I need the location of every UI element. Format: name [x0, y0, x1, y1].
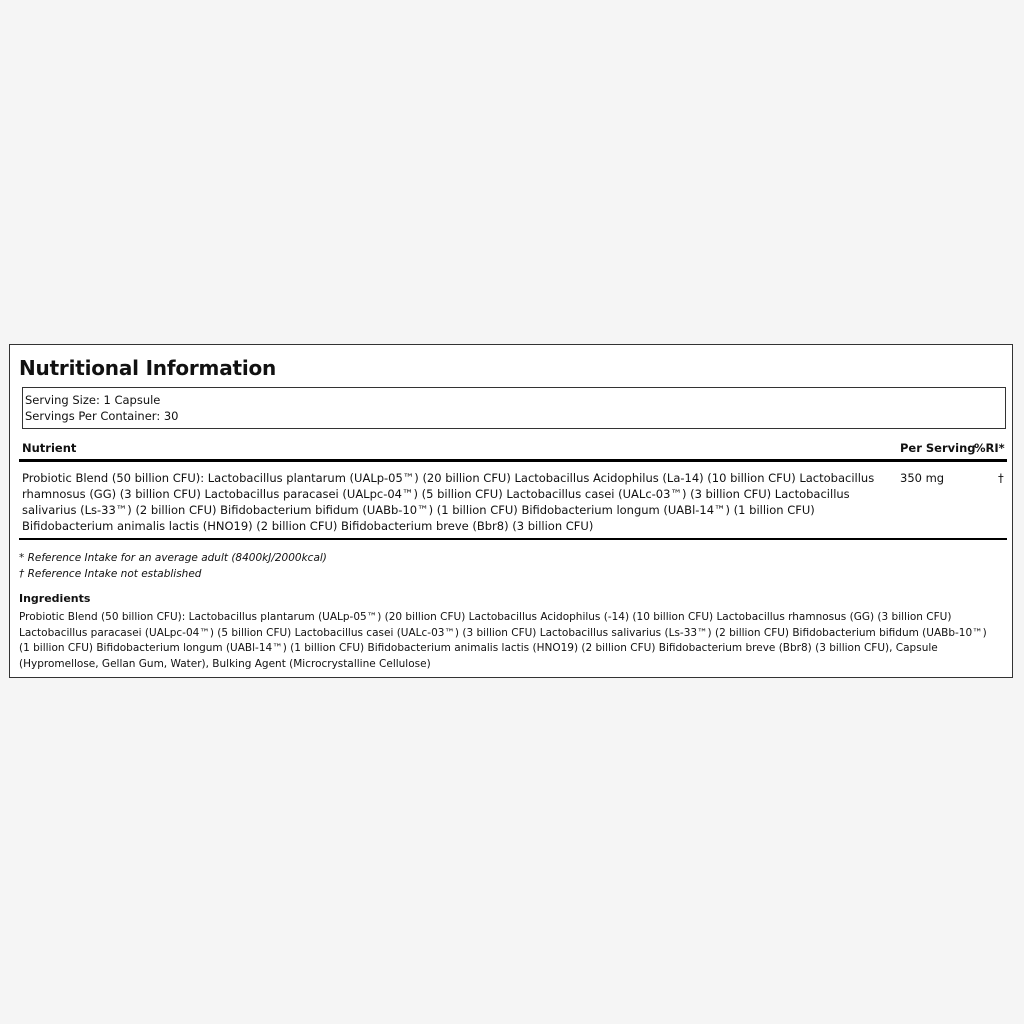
table-row — [19, 462, 1007, 540]
header-nutrient: Nutrient — [22, 441, 77, 455]
serving-info-box — [22, 387, 1006, 429]
footnotes — [19, 550, 327, 582]
table-header — [19, 433, 1007, 462]
nutrient-amount: 350 mg — [900, 471, 945, 485]
nutrient-name: Probiotic Blend (50 billion CFU): Lactobacillus plantarum (UALp-05™) (20 billion CFU) Lactobacillus Acidophilus (La-14) (10 billion CFU) Lactobacillus rhamnosus (GG) (3 billion CFU) Lactobacillus paracasei (UALpc-04™) (5 billion CFU) Lactobacillus casei (UALc-03™) (3 billion CFU) Lactobacillus salivarius (Ls-33™) (2 billion CFU) Bifidobacterium bifidum (UABb-10™) (1 billion CFU) Bifidobacterium longum (UABl-14™) (1 billion CFU) Bifidobacterium animalis lactis (HNO19) (2 billion CFU) Bifidobacterium breve (Bbr8) (3 billion CFU) — [22, 471, 875, 533]
label-title: Nutritional Information — [19, 356, 277, 380]
footnote-reference-intake: * Reference Intake for an average adult (8400kJ/2000kcal) — [19, 552, 327, 564]
ingredients-text: Probiotic Blend (50 billion CFU): Lactobacillus plantarum (UALp-05™) (20 billion CFU) Lactobacillus Acidophilus (-14) (10 billion CFU) Lactobacillus rhamnosus (GG) (3 billion CFU) Lactobacillus paracasei (UALpc-04™) (5 billion CFU) Lactobacillus casei (UALc-03™) (3 billion CFU) Lactobacillus salivarius (Ls-33™) (2 billion CFU) Bifidobacterium bifidum (UABb-10™) (1 billion CFU) Bifidobacterium longum (UABl-14™) (1 billion CFU) Bifidobacterium animalis lactis (HNO19) (2 billion CFU) Bifidobacterium breve (Bbr8) (3 billion CFU), Capsule (Hypromellose, Gellan Gum, Water), Bulking Agent (Microcrystalline Cellulose) — [19, 611, 987, 670]
serving-size: Serving Size: 1 Capsule — [25, 393, 161, 407]
servings-per-container: Servings Per Container: 30 — [25, 409, 179, 423]
nutrient-ri: † — [998, 471, 1004, 485]
nutrition-label — [9, 344, 1013, 678]
header-ri: %RI* — [974, 441, 1005, 455]
footnote-not-established: † Reference Intake not established — [19, 568, 202, 580]
header-per-serving: Per Serving — [900, 441, 976, 455]
ingredients-heading: Ingredients — [19, 592, 91, 605]
